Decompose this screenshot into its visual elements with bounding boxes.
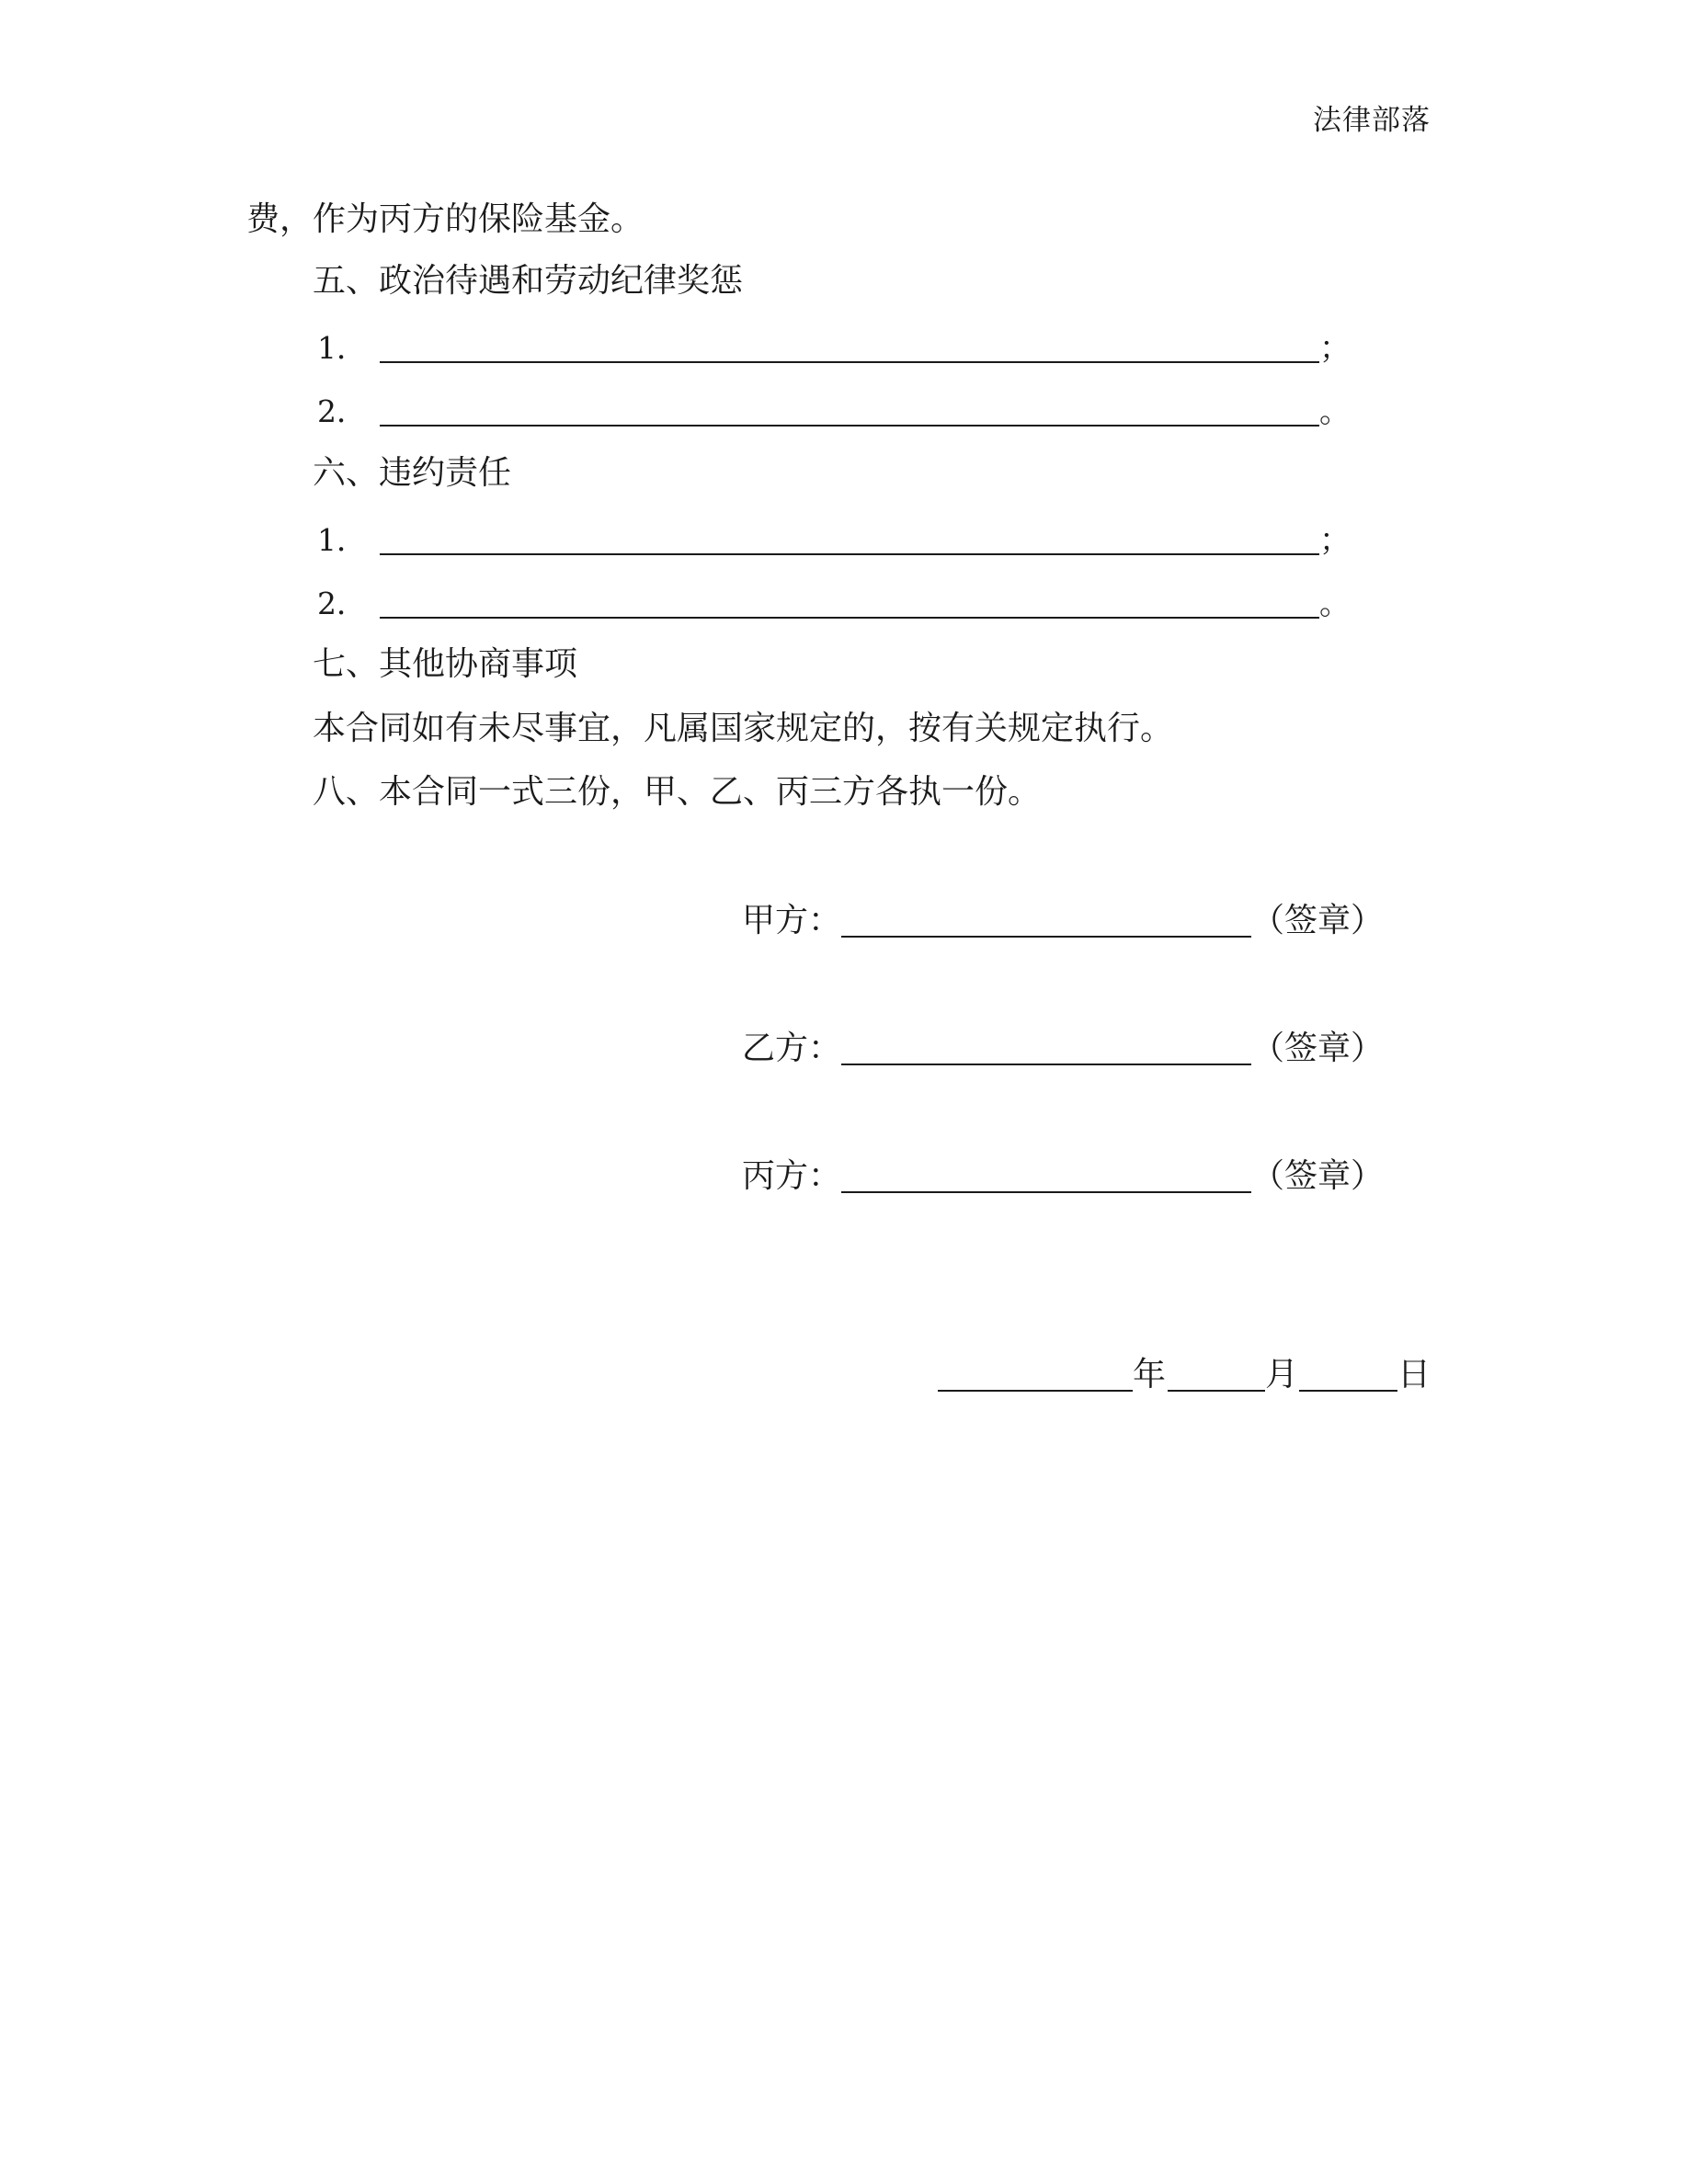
section-8-heading: 八、本合同一式三份，甲、乙、丙三方各执一份。 [313, 773, 1042, 811]
item-number: 2． [317, 586, 367, 621]
fill-in-blank [380, 425, 1319, 427]
stamp-label: （签章） [1251, 1029, 1385, 1067]
item-end-punctuation: 。 [1319, 393, 1351, 430]
item-end-punctuation: ； [1319, 330, 1351, 367]
item-number: 2． [317, 393, 367, 429]
item-number: 1． [317, 330, 367, 366]
day-blank [1299, 1390, 1397, 1392]
item-end-punctuation: ； [1319, 522, 1351, 559]
section-6-heading: 六、违约责任 [313, 454, 512, 492]
signature-blank [841, 936, 1251, 938]
continuation-text: 费，作为丙方的保险基金。 [246, 200, 644, 238]
stamp-label: （签章） [1251, 902, 1385, 939]
item-number: 1． [317, 522, 367, 558]
party-label: 丙方： [742, 1157, 842, 1195]
fill-in-blank [380, 617, 1319, 619]
day-label: 日 [1397, 1356, 1431, 1393]
section-7-text: 本合同如有未尽事宜，凡属国家规定的，按有关规定执行。 [313, 710, 1174, 747]
section-7-heading: 七、其他协商事项 [313, 645, 578, 683]
stamp-label: （签章） [1251, 1157, 1385, 1195]
year-label: 年 [1133, 1356, 1167, 1393]
page-header: 法律部落 [1313, 104, 1431, 137]
section-5-heading: 五、政治待遇和劳动纪律奖惩 [313, 262, 744, 300]
fill-in-blank [380, 553, 1319, 555]
item-end-punctuation: 。 [1319, 586, 1351, 622]
month-blank [1168, 1390, 1265, 1392]
fill-in-blank [380, 361, 1319, 363]
year-blank [938, 1390, 1133, 1392]
party-label: 甲方： [742, 902, 842, 939]
party-label: 乙方： [742, 1029, 842, 1067]
date-line [938, 1355, 1434, 1395]
signature-blank [841, 1191, 1251, 1193]
signature-blank [841, 1064, 1251, 1065]
month-label: 月 [1265, 1356, 1299, 1393]
